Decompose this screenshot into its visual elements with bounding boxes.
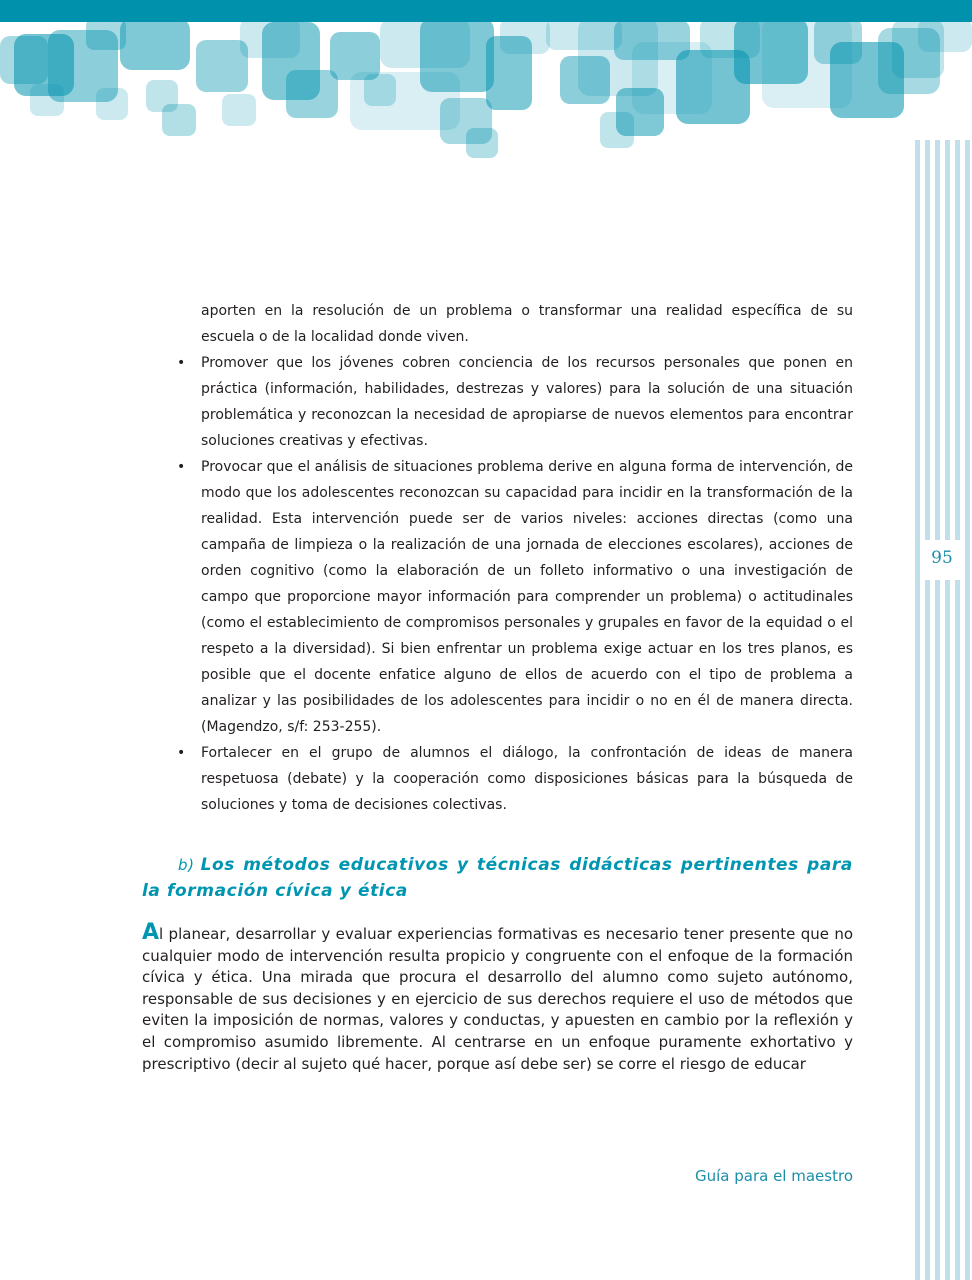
bullet-marker: • xyxy=(177,459,186,475)
bullet-list xyxy=(142,298,853,818)
drop-cap: A xyxy=(142,920,160,945)
section-title: Los métodos educativos y técnicas didácticas pertinentes para la formación cívica y ética xyxy=(142,855,853,901)
bullet-marker: • xyxy=(177,355,186,371)
list-item xyxy=(142,298,853,350)
body-paragraph xyxy=(142,922,853,1075)
decorative-squares-banner xyxy=(0,0,972,170)
list-item xyxy=(142,350,853,454)
paragraph-text: l planear, desarrollar y evaluar experiencias formativas es necesario tener presente que no cualquier modo de intervención resulta propicio y congruente con el enfoque de la formación cívica y ética. Una mirada que procura el desarrollo del alumno como sujeto autónomo, responsable de sus decisiones y en ejercicio de sus derechos requiere el uso de métodos que eviten la imposición de normas, valores y conductas, y apuesten en cambio por la reflexión y el compromiso asumido libremente. Al centrarse en un enfoque puramente exhortativo y prescriptivo (decir al sujeto qué hacer, porque así debe ser) se corre el riesgo de educar xyxy=(142,925,853,1073)
list-item-text: Promover que los jóvenes cobren conciencia de los recursos personales que ponen en práctica (información, habilidades, destrezas y valores) para la solución de una situación problemática y reconozcan la necesidad de apropiarse de nuevos elementos para encontrar soluciones creativas y efectivas. xyxy=(201,355,853,449)
section-letter: b) xyxy=(178,856,195,874)
list-item-text: Fortalecer en el grupo de alumnos el diálogo, la confrontación de ideas de manera respetuosa (debate) y la cooperación como disposiciones básicas para la búsqueda de soluciones y toma de decisiones colectivas. xyxy=(201,745,853,813)
page-number: 95 xyxy=(920,540,964,580)
list-item-text: aporten en la resolución de un problema o transformar una realidad específica de su escuela o de la localidad donde viven. xyxy=(201,303,853,345)
decorative-stripes xyxy=(912,140,972,1280)
main-content xyxy=(142,298,853,1075)
section-heading xyxy=(142,852,853,904)
list-item-text: Provocar que el análisis de situaciones problema derive en alguna forma de intervención, de modo que los adolescentes reconozcan su capacidad para incidir en la transformación de la realidad. Esta intervención puede ser de varios niveles: acciones directas (como una campaña de limpieza o la realización de una jornada de elecciones escolares), acciones de orden cognitivo (como la elaboración de un folleto informativo o una investigación de campo que proporcione mayor información para comprender un problema) o actitudinales (como el establecimiento de compromisos personales y grupales en favor de la equidad o el respeto a la diversidad). Si bien enfrentar un problema exige actuar en los tres planos, es posible que el docente enfatice alguno de ellos de acuerdo con el tipo de problema a analizar y las posibilidades de los adolescentes para incidir o no en él de manera directa. (Magendzo, s/f: 253-255). xyxy=(201,459,853,735)
list-item xyxy=(142,454,853,740)
list-item xyxy=(142,740,853,818)
bullet-marker: • xyxy=(177,745,186,761)
footer-guide-title: Guía para el maestro xyxy=(694,1167,853,1185)
